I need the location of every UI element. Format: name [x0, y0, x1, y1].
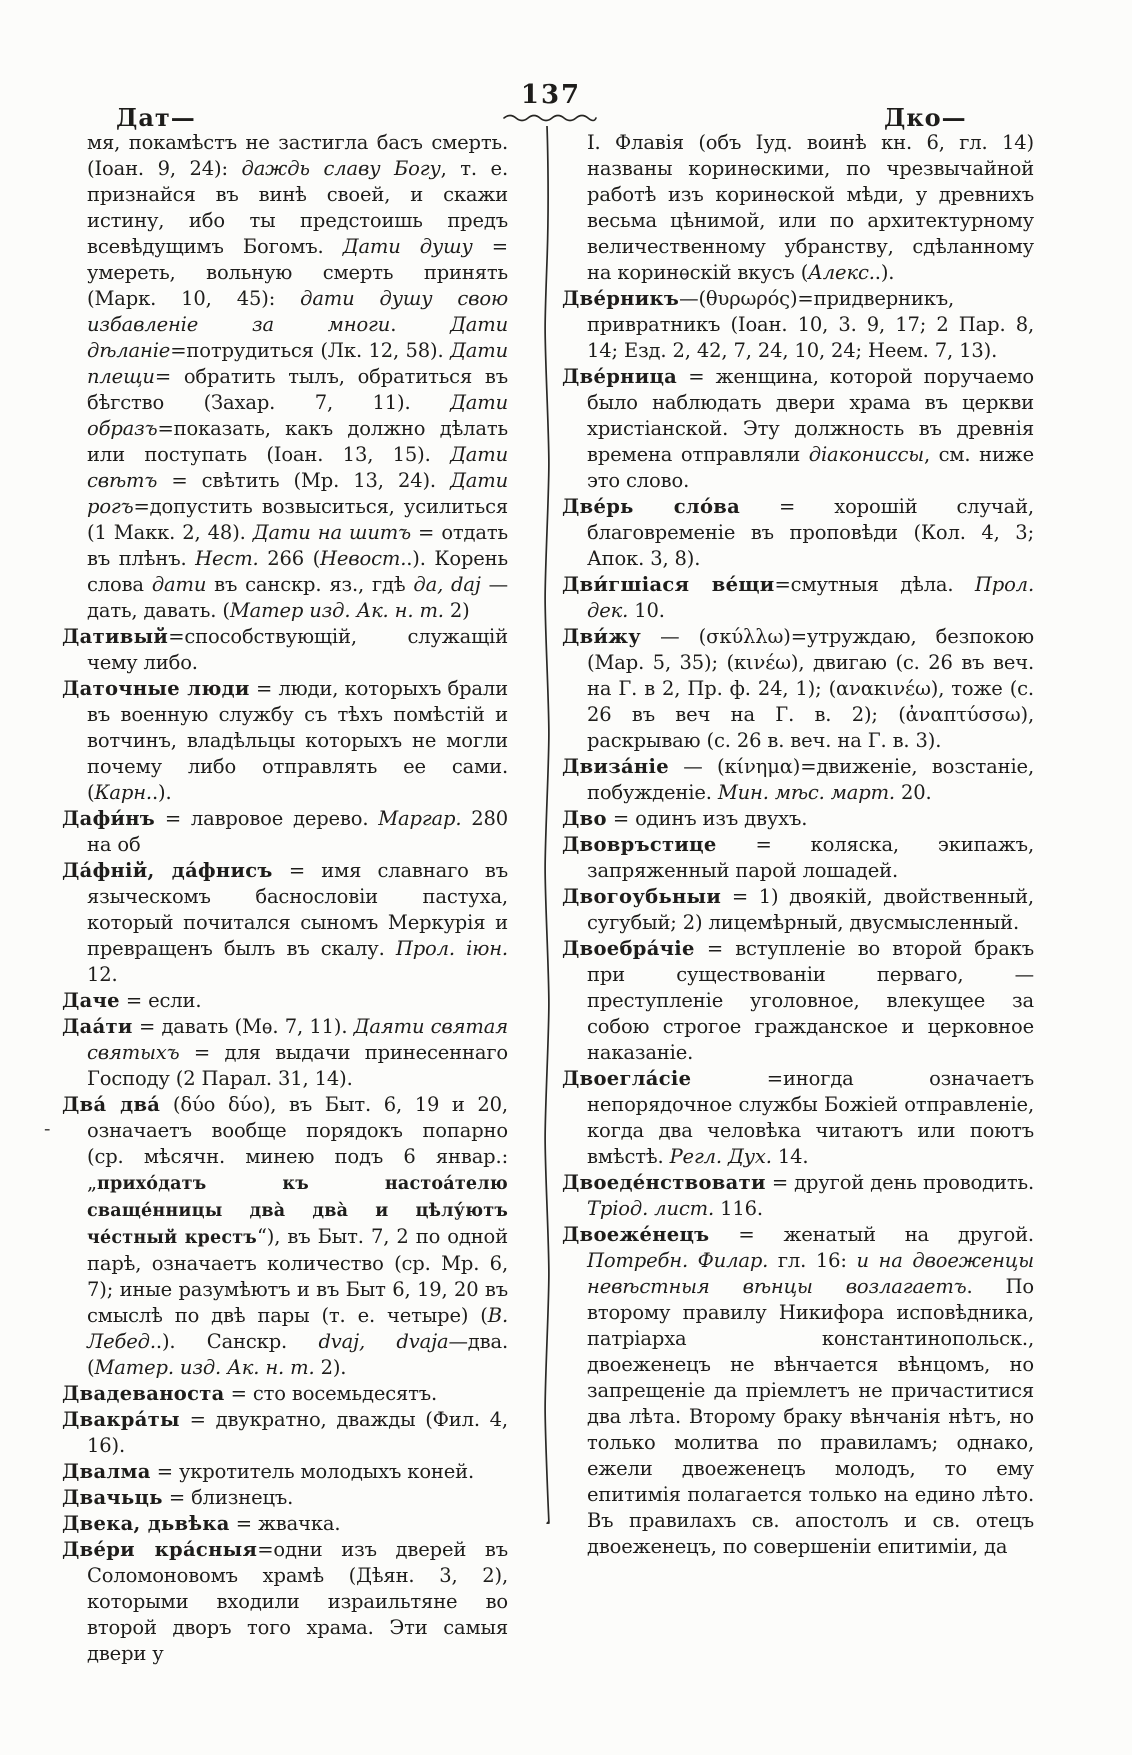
- dictionary-entry: [62, 858, 508, 988]
- body-text: =иногда означаетъ непорядочное службы Божіей отправленіе, когда два человѣка читаютъ или поютъ вмѣстѣ.: [587, 1067, 1034, 1168]
- greek-term: ανακινέω: [836, 677, 931, 700]
- body-text: 266 (: [258, 547, 321, 570]
- greek-term: κινέω: [733, 651, 791, 674]
- body-text: 280 на об: [87, 807, 508, 856]
- entry-headword: Две́рникъ: [562, 287, 680, 310]
- dictionary-entry: [562, 494, 1034, 572]
- dictionary-entry: [62, 1537, 508, 1667]
- body-text: ), въ Быт. 6, 19 и 20, означаетъ вообще порядокъ попарно (ср. мѣсячн. минею подъ 6 январ.: „: [87, 1093, 508, 1194]
- body-text: 2).: [314, 1356, 347, 1379]
- source-ref: dvaj, dvaja: [318, 1330, 449, 1353]
- entry-headword: Двакра́ты: [62, 1408, 180, 1431]
- source-ref: Дати дѣланіе: [87, 313, 508, 362]
- greek-term: κίνημα: [724, 755, 793, 778]
- body-text: =одни изъ дверей въ Соломоновомъ храмѣ (Дѣян. 3, 2), которыми входили израильтяне во второй дворъ того храма. Эти самыя двери у: [87, 1538, 508, 1665]
- body-text: = жвачка.: [229, 1512, 341, 1535]
- body-text: . По второму правилу Никифора исповѣдника, патріарха константинопольск., двоеженецъ не вѣнчается вѣнцомъ, но запрещеніе да пріемлетъ не причаститися два лѣта. Второму браку вѣнчанія нѣтъ, но только молитва по правиламъ; однако, ежели двоеженецъ молодъ, то ему епитимія полагается только на едино лѣто. Въ правилахъ св. апостолъ и св. отецъ двоеженецъ, по совершеніи епитиміи, да: [587, 1275, 1034, 1558]
- body-text: )=утруждаю, безпокою (Мар. 5, 35); (: [587, 625, 1035, 674]
- source-ref: Дати рогъ: [87, 469, 508, 518]
- dictionary-entry: [62, 1092, 508, 1381]
- entry-headword: Двоеже́нецъ: [562, 1223, 710, 1246]
- body-text: = лавровое дерево.: [155, 807, 379, 830]
- body-text: 2): [443, 599, 470, 622]
- dictionary-entry: [62, 676, 508, 806]
- page-margin-speck: -: [44, 1118, 51, 1140]
- dictionary-entry: [562, 624, 1034, 754]
- greek-term: ἀναπτύσσω: [905, 703, 1021, 726]
- left-column: [62, 130, 508, 1667]
- body-text: = одинъ изъ двухъ.: [606, 807, 808, 830]
- body-text: гл. 16:: [768, 1249, 857, 1272]
- source-ref: даждь славу Богу: [241, 157, 441, 180]
- entry-headword: Двадеваноста: [62, 1382, 225, 1405]
- source-ref: Даяти святая святыхъ: [87, 1015, 508, 1064]
- body-text: въ санскр. яз., гдѣ: [206, 573, 414, 596]
- body-text: .).: [151, 781, 172, 804]
- dictionary-entry: [62, 1511, 508, 1537]
- entry-headword: Две́рь сло́ва: [562, 495, 741, 518]
- running-head-right: Дко—: [884, 103, 967, 132]
- body-text: .). Корень слова: [87, 547, 508, 596]
- body-text: =допустить возвыситься, усилиться (1 Макк. 2, 48).: [87, 495, 508, 544]
- source-ref: Тріод. лист.: [587, 1197, 715, 1220]
- entry-headword: Две́ри кра́сныя: [62, 1538, 258, 1561]
- source-ref: Матер изд. Ак. н. т.: [229, 599, 444, 622]
- dictionary-entry: [562, 754, 1034, 806]
- source-ref: Прол. іюн.: [395, 937, 508, 960]
- body-text: ), раскрываю (с. 26 в. веч. на Г. в. 3).: [587, 703, 1034, 752]
- source-ref: и на двоеженцы невѣстныя вѣнцы возлагаетъ: [587, 1249, 1034, 1298]
- entry-headword: Два́ два́: [62, 1093, 161, 1116]
- body-text: =потрудиться (Лк. 12, 58).: [170, 339, 451, 362]
- dictionary-entry: [562, 1066, 1034, 1170]
- source-ref: Дати душу: [342, 235, 473, 258]
- source-ref: Прол. дек.: [587, 573, 1034, 622]
- dictionary-entry: [62, 624, 508, 676]
- entry-headword: Дафи́нъ: [62, 807, 156, 830]
- body-text: , т. е. признайся въ винѣ своей, и скажи истину, ибо ты предстоишь предъ всевѣдущимъ Богомъ.: [87, 157, 508, 258]
- dictionary-entry: [562, 1170, 1034, 1222]
- source-ref: дати: [151, 573, 207, 596]
- right-column: [562, 130, 1034, 1560]
- entry-headword: Двогоубьныи: [562, 885, 722, 908]
- running-head-left: Дат—: [116, 103, 196, 132]
- body-text: (: [160, 1093, 181, 1116]
- body-text: 20.: [895, 781, 932, 804]
- entry-headword: Да́фній, да́фнисъ: [62, 859, 273, 882]
- dictionary-entry: [62, 1459, 508, 1485]
- source-ref: Дати на шитъ: [252, 521, 411, 544]
- body-text: = люди, которыхъ брали въ военную службу съ тѣхъ помѣстій и вотчинъ, владѣльцы которыхъ не могли почему либо отправлять ее сами. (: [87, 677, 508, 804]
- dictionary-entry: [562, 832, 1034, 884]
- body-text: =показать, какъ должно дѣлать или поступать (Іоан. 13, 15).: [87, 417, 508, 466]
- entry-headword: Двоеде́нствовати: [562, 1171, 766, 1194]
- source-ref: Дати образъ: [87, 391, 508, 440]
- body-text: = давать (Мѳ. 7, 11).: [132, 1015, 354, 1038]
- source-ref: да, daj: [413, 573, 481, 596]
- entry-headword: Двоебра́чіе: [562, 937, 695, 960]
- body-text: =смутныя дѣла.: [774, 573, 975, 596]
- body-text: = другой день проводить.: [765, 1171, 1034, 1194]
- body-text: = отдать въ плѣнъ.: [87, 521, 508, 570]
- body-text: = свѣтить (Мр. 13, 24).: [157, 469, 451, 492]
- body-text: = укротитель молодыхъ коней.: [150, 1460, 475, 1483]
- dictionary-entry: [562, 1222, 1034, 1560]
- entry-headword: Две́рница: [562, 365, 678, 388]
- source-ref: Дати свѣтъ: [87, 443, 508, 492]
- continuation-paragraph: [62, 130, 508, 624]
- body-text: ), двигаю (с. 26 въ веч. на Г. в 2, Пр. ф. 24, 1); (: [587, 651, 1034, 700]
- body-text: )=придверникъ, привратникъ (Іоан. 10, 3. 9, 17; 2 Пар. 8, 14; Езд. 2, 42, 7, 24, 10, 24; Неем. 7, 13).: [587, 287, 1034, 362]
- page-number-underline: [502, 113, 598, 123]
- body-text: “), въ Быт. 7, 2 по одной парѣ, означаетъ количество (ср. Мр. 6, 7); иные разумѣютъ и въ Быт 6, 19, 20 въ смыслѣ по двѣ пары (т. е. четыре) (: [87, 1225, 508, 1327]
- body-text: = обратить тылъ, обратиться въ бѣгство (Захар. 7, 11).: [87, 365, 508, 414]
- body-text: , см. ниже это слово.: [587, 443, 1034, 492]
- body-text: = хорошій случай, благовременіе въ проповѣди (Кол. 4, 3; Апок. 3, 8).: [587, 495, 1034, 570]
- body-text: .).: [874, 261, 895, 284]
- source-ref: В. Лебед.: [87, 1304, 508, 1353]
- entry-headword: Дативый: [62, 625, 169, 648]
- greek-term: δύο δύο: [180, 1093, 263, 1116]
- body-text: — дать, давать. (: [87, 573, 508, 622]
- dictionary-entry: [562, 572, 1034, 624]
- dictionary-entry: [562, 884, 1034, 936]
- column-divider-rule: [544, 126, 551, 1524]
- source-ref: Мин. мѣс. март.: [717, 781, 895, 804]
- body-text: )=движеніе, возстаніе, побужденіе.: [587, 755, 1034, 804]
- continuation-paragraph: [562, 130, 1034, 286]
- dictionary-entry: [62, 1381, 508, 1407]
- body-text: 10.: [628, 599, 665, 622]
- body-text: .). Санскр.: [155, 1330, 319, 1353]
- dictionary-entry: [62, 1014, 508, 1092]
- entry-headword: Двачьць: [62, 1486, 163, 1509]
- source-ref: діакониссы: [808, 443, 924, 466]
- body-text: 14.: [771, 1145, 809, 1168]
- entry-headword: Даточные люди: [62, 677, 250, 700]
- source-ref: Регл. Дух.: [669, 1145, 772, 1168]
- entry-headword: Даче: [62, 989, 120, 1012]
- body-text: = двукратно, дважды (Фил. 4, 16).: [87, 1408, 508, 1457]
- body-text: — (: [641, 625, 707, 648]
- source-ref: дати душу свою избавленіе за многи: [87, 287, 508, 336]
- body-text: —два. (: [87, 1330, 509, 1379]
- body-text: .: [390, 313, 451, 336]
- greek-term: θυρωρός: [705, 287, 790, 310]
- source-ref: Нест.: [195, 547, 259, 570]
- slavonic-quote: прихо́датъ къ настоа́телю сваще́нницы два̀ два̀ и цѣлу́ютъ че́стный крестъ: [87, 1174, 508, 1248]
- body-text: — (: [668, 755, 725, 778]
- body-text: = если.: [119, 989, 202, 1012]
- entry-headword: Дво: [562, 807, 607, 830]
- dictionary-entry: [62, 988, 508, 1014]
- body-text: І. Флавія (объ Іуд. воинѣ кн. 6, гл. 14) названы коринѳскими, по чрезвычайной работѣ изъ коринѳской мѣди, у древнихъ весьма цѣнимой, или по архитектурному величественному убранству, сдѣланному на коринѳскій вкусъ (: [587, 131, 1034, 284]
- source-ref: Маргар.: [378, 807, 462, 830]
- dictionary-entry: [562, 364, 1034, 494]
- dictionary-entry: [62, 1485, 508, 1511]
- entry-headword: Дви́гшіася ве́щи: [562, 573, 775, 596]
- source-ref: Потребн. Филар.: [587, 1249, 769, 1272]
- greek-term: σκύλλω: [706, 625, 784, 648]
- body-text: =способствующій, служащій чему либо.: [87, 625, 508, 674]
- body-text: = женатый на другой.: [709, 1223, 1034, 1246]
- entry-headword: Двовръстице: [562, 833, 717, 856]
- body-text: = сто восемьдесятъ.: [224, 1382, 438, 1405]
- entry-headword: Двека, дьвѣка: [62, 1512, 230, 1535]
- body-text: = 1) двоякій, двойственный, сугубый; 2) лицемѣрный, двусмысленный.: [587, 885, 1034, 934]
- source-ref: Алекс.: [808, 261, 875, 284]
- source-ref: Матер. изд. Ак. н. т.: [94, 1356, 315, 1379]
- dictionary-entry: [62, 806, 508, 858]
- body-text: = для выдачи принесеннаго Господу (2 Парал. 31, 14).: [87, 1041, 508, 1090]
- page-number: 137: [520, 80, 582, 110]
- entry-headword: Двиза́ніе: [562, 755, 669, 778]
- body-text: = умереть, вольную смерть принять (Марк. 10, 45):: [87, 235, 508, 310]
- source-ref: Карн.: [94, 781, 152, 804]
- dictionary-entry: [562, 936, 1034, 1066]
- entry-headword: Двоегла́сіе: [562, 1067, 692, 1090]
- dictionary-entry: [62, 1407, 508, 1459]
- body-text: = близнецъ.: [162, 1486, 294, 1509]
- body-text: = вступленіе во второй бракъ при существованіи перваго, — преступленіе уголовное, влекущее за собою строгое гражданское и церковное наказаніе.: [587, 937, 1034, 1064]
- body-text: —(: [679, 287, 706, 310]
- body-text: = коляска, экипажъ, запряженный парой лошадей.: [587, 833, 1034, 882]
- dictionary-entry: [562, 806, 1034, 832]
- entry-headword: Даа́ти: [62, 1015, 133, 1038]
- dictionary-entry: [562, 286, 1034, 364]
- entry-headword: Двалма: [62, 1460, 151, 1483]
- source-ref: Дати плещи: [87, 339, 508, 388]
- source-ref: Невост.: [320, 547, 407, 570]
- body-text: 12.: [87, 963, 118, 986]
- body-text: 116.: [714, 1197, 763, 1220]
- body-text: = имя славнаго въ языческомъ баснословіи пастуха, который почитался сыномъ Меркурія и превращенъ былъ въ скалу.: [87, 859, 508, 960]
- body-text: = женщина, которой поручаемо было наблюдать двери храма въ церкви христіанской. Эту должность въ древнія времена отправляли: [587, 365, 1034, 466]
- body-text: ), тоже (с. 26 въ веч на Г. в. 2); (: [587, 677, 1034, 726]
- body-text: мя, покамѣстъ не застигла басъ смерть. (Іоан. 9, 24):: [87, 131, 508, 180]
- entry-headword: Дви́жу: [562, 625, 642, 648]
